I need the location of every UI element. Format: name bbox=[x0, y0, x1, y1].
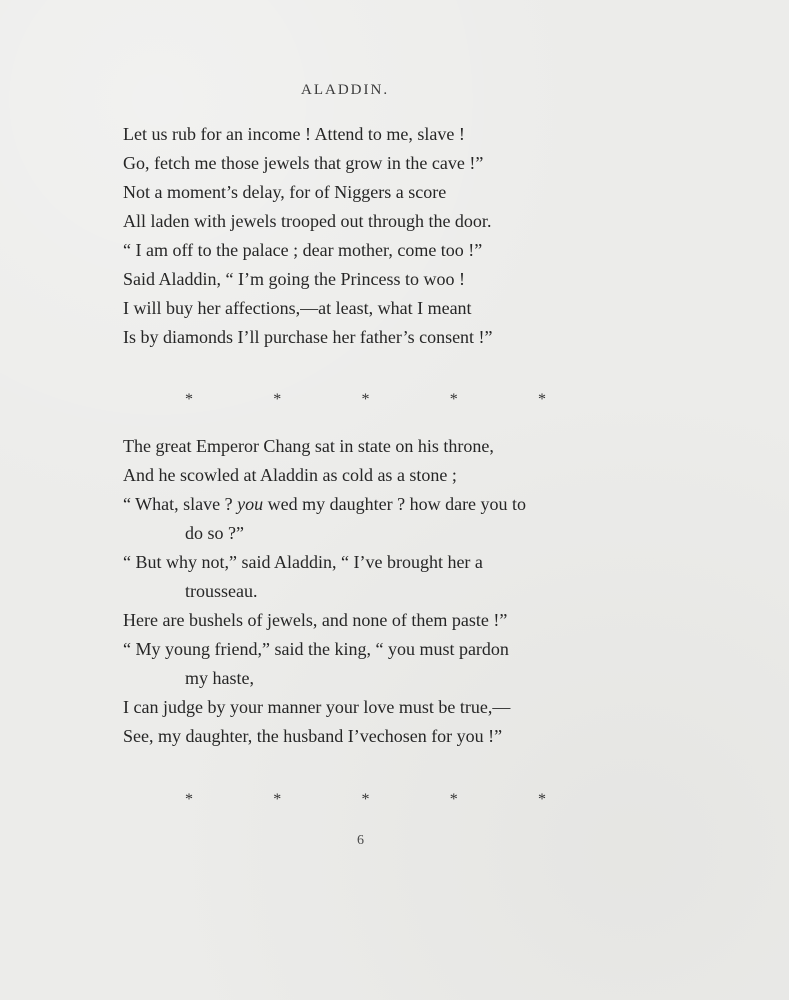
asterisk-ornament: * bbox=[449, 791, 458, 808]
stanza-one-line: Said Aladdin, “ I’m going the Princess to woo ! bbox=[123, 269, 465, 289]
section-divider-two bbox=[184, 792, 547, 808]
stanza-two-line: And he scowled at Aladdin as cold as a stone ; bbox=[123, 465, 457, 485]
asterisk-ornament: * bbox=[538, 791, 546, 808]
stanza-two bbox=[123, 432, 618, 751]
stanza-two-continuation: do so ?” bbox=[185, 523, 244, 543]
asterisk-ornament: * bbox=[273, 391, 282, 408]
stanza-one-line: All laden with jewels trooped out through the door. bbox=[123, 211, 492, 231]
asterisk-ornament: * bbox=[361, 791, 370, 808]
stanza-two-line: The great Emperor Chang sat in state on his throne, bbox=[123, 436, 494, 456]
page-number: 6 bbox=[357, 833, 364, 848]
stanza-two-line: “ My young friend,” said the king, “ you must pardon bbox=[123, 639, 509, 659]
asterisk-ornament: * bbox=[449, 391, 458, 408]
stanza-one-line: Go, fetch me those jewels that grow in the cave !” bbox=[123, 153, 484, 173]
asterisk-ornament: * bbox=[185, 391, 193, 408]
asterisk-ornament: * bbox=[273, 791, 282, 808]
running-header: ALADDIN. bbox=[301, 82, 390, 98]
stanza-one-line: Is by diamonds I’ll purchase her father’s consent !” bbox=[123, 327, 493, 347]
line-prefix: “ What, slave ? bbox=[123, 494, 238, 514]
stanza-one-line: Not a moment’s delay, for of Niggers a score bbox=[123, 182, 447, 202]
stanza-two-line: Here are bushels of jewels, and none of them paste !” bbox=[123, 610, 508, 630]
stanza-one bbox=[123, 120, 618, 352]
italic-emphasis: you bbox=[237, 494, 264, 514]
line-suffix: wed my daughter ? how dare you to bbox=[263, 494, 527, 514]
stanza-two-continuation: trousseau. bbox=[185, 581, 258, 601]
stanza-one-line: Let us rub for an income ! Attend to me, slave ! bbox=[123, 124, 465, 144]
asterisk-ornament: * bbox=[361, 391, 370, 408]
stanza-two-line bbox=[123, 490, 618, 519]
stanza-two-line: I can judge by your manner your love must be true,— bbox=[123, 697, 511, 717]
stanza-one-line: I will buy her affections,—at least, what I meant bbox=[123, 298, 472, 318]
section-divider-one bbox=[184, 392, 547, 408]
stanza-one-line: “ I am off to the palace ; dear mother, come too !” bbox=[123, 240, 483, 260]
asterisk-ornament: * bbox=[538, 391, 546, 408]
stanza-two-line: See, my daughter, the husband I’vechosen for you !” bbox=[123, 726, 503, 746]
asterisk-ornament: * bbox=[185, 791, 193, 808]
stanza-two-line: “ But why not,” said Aladdin, “ I’ve brought her a bbox=[123, 552, 483, 572]
stanza-two-continuation: my haste, bbox=[185, 668, 254, 688]
